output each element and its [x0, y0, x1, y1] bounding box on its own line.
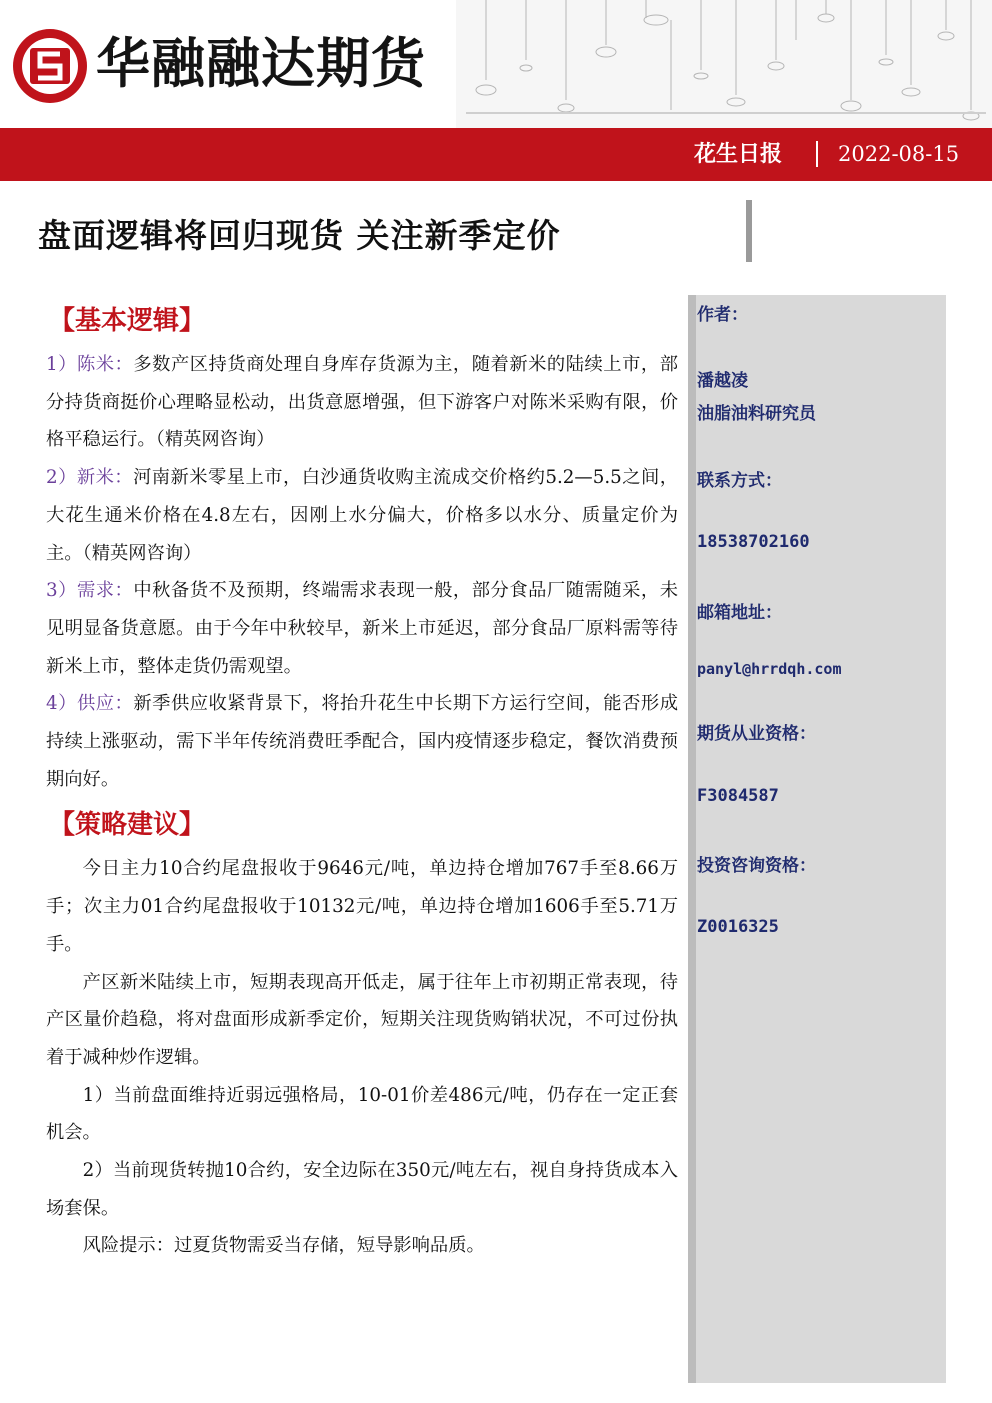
strategy-paragraph: 2）当前现货转抛10合约，安全边际在350元/吨左右，视自身持货成本入场套保。 — [46, 1160, 678, 1219]
logic-item-text: 中秋备货不及预期，终端需求表现一般，部分食品厂随需随采，未见明显备货意愿。由于今年中秋较早，新米上市延迟，部分食品厂原料需等待新米上市，整体走货仍需观望。 — [46, 580, 678, 677]
report-type: 花生日报 — [693, 142, 782, 167]
brand-name: 华融融达期货 — [96, 32, 426, 95]
strategy-paragraph: 今日主力10合约尾盘报收于9646元/吨，单边持仓增加767手至8.66万手；次主力01合约尾盘报收于10132元/吨，单边持仓增加1606手至5.71万手。 — [46, 858, 678, 955]
author-label: 作者： — [697, 305, 748, 325]
email-address[interactable]: panyl@hrrdqh.com — [697, 660, 842, 678]
logic-item-label: 1）陈米： — [46, 354, 134, 375]
logic-item — [46, 346, 678, 459]
header-separator — [816, 141, 818, 167]
logic-item — [46, 572, 678, 685]
main-content — [46, 296, 678, 1265]
pendant-lines-graphic — [456, 0, 992, 128]
header-decoration — [456, 0, 992, 128]
sidebar-edge — [688, 295, 696, 1383]
strategy-heading: 【策略建议】 — [49, 810, 206, 841]
logic-item-text: 新季供应收紧背景下，将抬升花生中长期下方运行空间，能否形成持续上涨驱动，需下半年传统消费旺季配合，国内疫情逐步稳定，餐饮消费预期向好。 — [46, 693, 678, 790]
author-sidebar — [688, 295, 946, 1383]
investment-qualification-label: 投资咨询资格： — [697, 856, 816, 876]
logic-item — [46, 685, 678, 798]
author-title: 油脂油料研究员 — [697, 404, 816, 424]
company-logo-icon — [10, 26, 90, 106]
logic-item-label: 4）供应： — [46, 693, 134, 715]
strategy-paragraph: 产区新米陆续上市，短期表现高开低走，属于往年上市初期正常表现，待产区量价趋稳，将对盘面形成新季定价，短期关注现货购销状况，不可过份执着于减种炒作逻辑。 — [46, 971, 678, 1068]
risk-warning: 风险提示：过夏货物需妥当存储，短导影响品质。 — [82, 1235, 485, 1257]
investment-qualification-number: Z0016325 — [697, 917, 779, 937]
report-date: 2022-08-15 — [838, 142, 960, 166]
logic-item-label: 2）新米： — [46, 467, 134, 489]
author-name: 潘越凌 — [697, 371, 748, 391]
logic-item — [46, 459, 678, 572]
contact-label: 联系方式： — [697, 471, 782, 491]
strategy-paragraph: 1）当前盘面维持近弱远强格局，10-01价差486元/吨，仍存在一定正套机会。 — [46, 1084, 678, 1144]
futures-qualification-number: F3084587 — [697, 786, 779, 806]
phone-number: 18538702160 — [697, 532, 810, 552]
logic-item-text: 多数产区持货商处理自身库存货源为主，随着新米的陆续上市，部分持货商挺价心理略显松动，出货意愿增强，但下游客户对陈米采购有限，价格平稳运行。（精英网咨询） — [46, 354, 678, 451]
futures-qualification-label: 期货从业资格： — [697, 724, 816, 744]
logic-item-text: 河南新米零星上市，白沙通货收购主流成交价格约5.2—5.5之间，大花生通米价格在4.8左右，因刚上水分偏大，价格多以水分、质量定价为主。（精英网咨询） — [46, 467, 678, 564]
email-label: 邮箱地址： — [697, 603, 782, 623]
report-title: 盘面逻辑将回归现货 关注新季定价 — [38, 216, 561, 255]
basic-logic-heading: 【基本逻辑】 — [49, 306, 206, 336]
title-rule — [746, 200, 752, 262]
logic-item-label: 3）需求： — [46, 580, 134, 602]
